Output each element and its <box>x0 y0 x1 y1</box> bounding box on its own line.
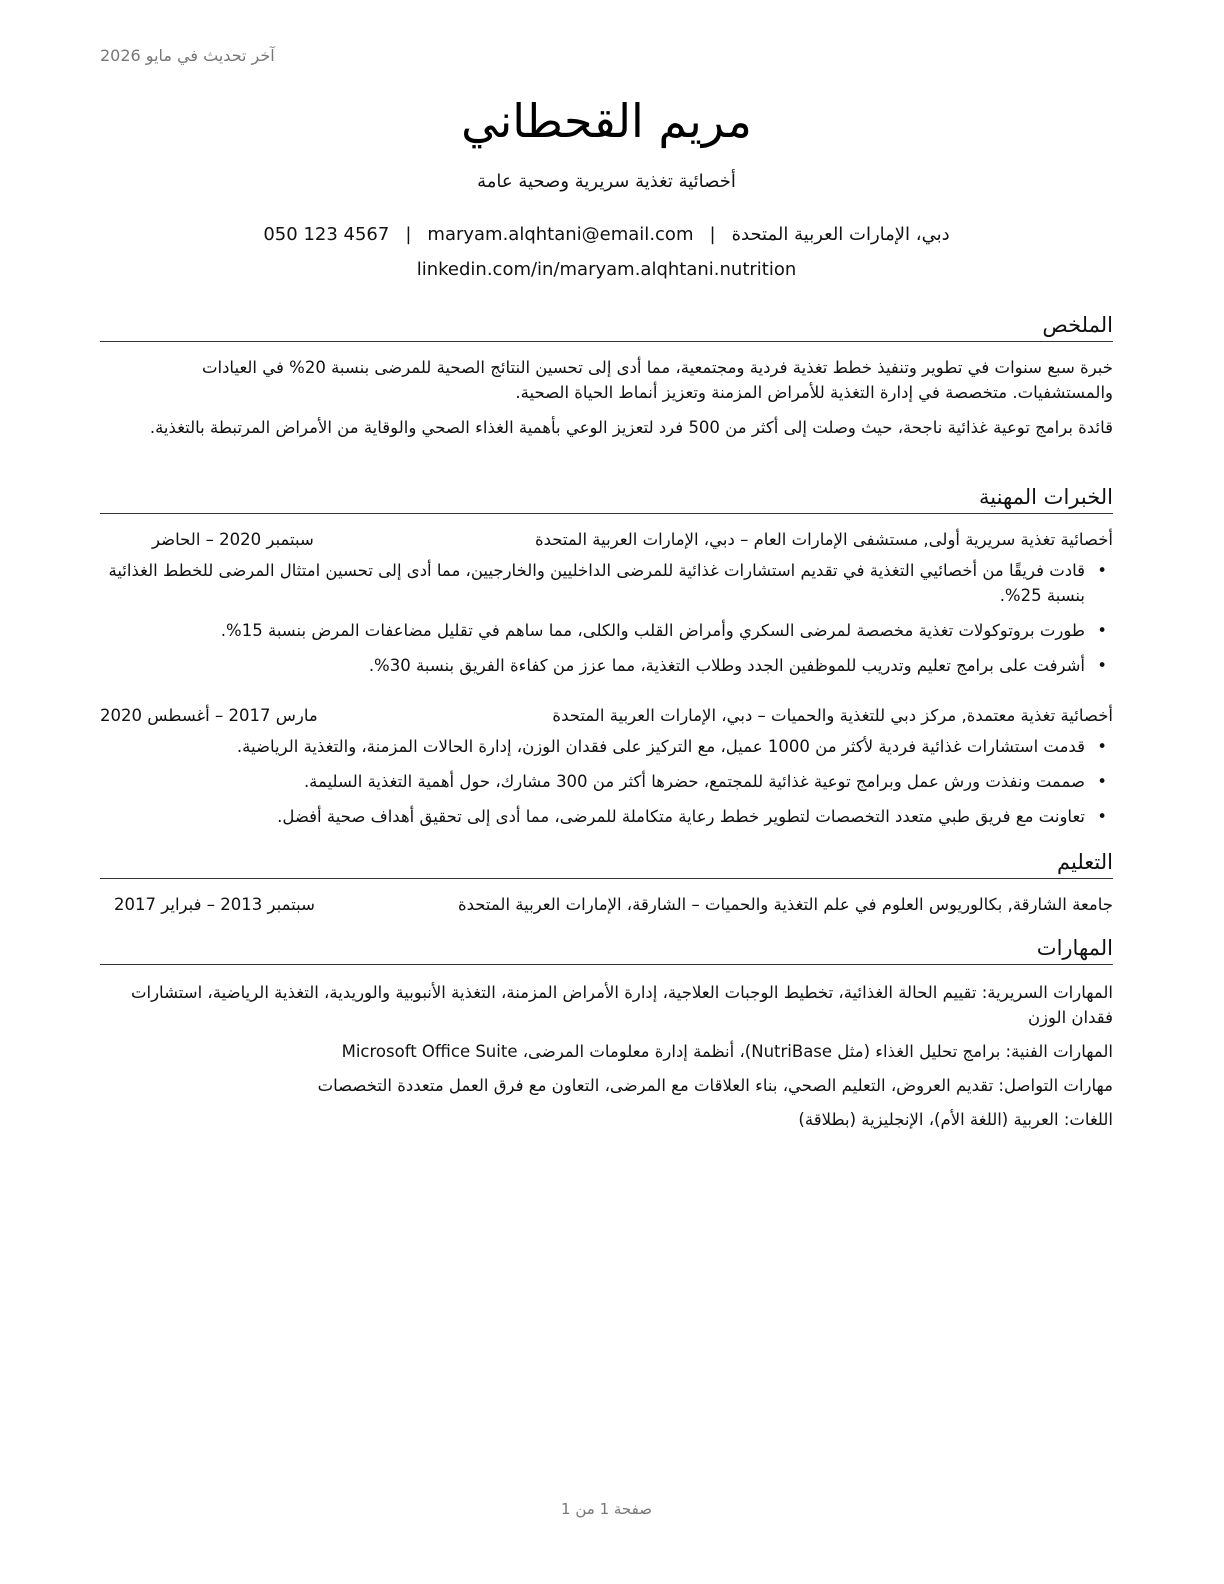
education-heading: التعليم <box>100 847 1113 879</box>
contact-phone: 050 123 4567 <box>263 224 390 245</box>
resume-page <box>100 0 1113 1584</box>
summary-paragraph-2: قائدة برامج توعية غذائية ناجحة، حيث وصلت إلى أكثر من 500 فرد لتعزيز الوعي بأهمية الغذاء الصحي والوقاية من الأمراض المرتبطة بالتغذية. <box>149 418 1113 437</box>
list-item: • طورت بروتوكولات تغذية مخصصة لمرضى السكري وأمراض القلب والكلى، مما ساهم في تقليل مضاعفات المرض بنسبة 15%. <box>100 618 1095 643</box>
candidate-title: أخصائية تغذية سريرية وصحية عامة <box>477 171 736 192</box>
job-2-title: أخصائية تغذية معتمدة, مركز دبي للتغذية والحميات – دبي، الإمارات العربية المتحدة <box>552 706 1113 725</box>
education-dates: سبتمبر 2013 – فبراير 2017 <box>114 895 315 914</box>
page-number: صفحة 1 من 1 <box>561 1500 652 1518</box>
education-degree: جامعة الشارقة, بكالوريوس العلوم في علم التغذية والحميات – الشارقة، الإمارات العربية المتحدة <box>457 895 1113 914</box>
list-item: • قادت فريقًا من أخصائيي التغذية في تقديم استشارات غذائية للمرضى الداخليين والخارجيين، مما أدى إلى تحسين امتثال المرضى للخطط الغذائية بنسبة 25%. <box>100 558 1095 608</box>
skill-clinical: المهارات السريرية: تقييم الحالة الغذائية، تخطيط الوجبات العلاجية، إدارة الأمراض المزمنة، التغذية الأنبوبية والوريدية، التغذية الرياضية، استشارات فقدان الوزن <box>130 983 1113 1027</box>
contact-separator: | <box>405 224 412 245</box>
education-entry <box>100 891 1113 919</box>
summary-paragraph-1: خبرة سبع سنوات في تطوير وتنفيذ خطط تغذية فردية ومجتمعية، مما أدى إلى تحسين النتائج الصحية للمرضى بنسبة 20% في العيادات والمستشفيات. متخصصة في إدارة التغذية للأمراض المزمنة وتعزيز أنماط الحياة الصحية. <box>201 358 1113 402</box>
list-item: • أشرفت على برامج تعليم وتدريب للموظفين الجدد وطلاب التغذية، مما عزز من كفاءة الفريق بنسبة 30%. <box>100 653 1095 678</box>
candidate-name: مريم القحطاني <box>461 94 752 148</box>
job-2-header <box>100 702 1113 730</box>
job-2-bullets <box>100 734 1113 839</box>
job-1-bullets <box>100 558 1113 688</box>
list-item: • تعاونت مع فريق طبي متعدد التخصصات لتطوير خطط رعاية متكاملة للمرضى، مما أدى إلى تحقيق أهداف صحية أفضل. <box>100 804 1095 829</box>
last-updated-text: آخر تحديث في مايو 2026 <box>100 46 275 65</box>
skill-technical: المهارات الفنية: برامج تحليل الغذاء (مثل NutriBase)، أنظمة إدارة معلومات المرضى، Microsoft Office Suite <box>341 1042 1113 1061</box>
skill-languages: اللغات: العربية (اللغة الأم)، الإنجليزية (بطلاقة) <box>798 1110 1113 1129</box>
contact-email[interactable]: maryam.alqhtani@email.com <box>427 224 694 245</box>
skills-heading: المهارات <box>100 933 1113 965</box>
summary-heading: الملخص <box>100 310 1113 342</box>
job-1-title: أخصائية تغذية سريرية أولى, مستشفى الإمارات العام – دبي، الإمارات العربية المتحدة <box>534 530 1113 549</box>
contact-linkedin[interactable]: linkedin.com/in/maryam.alqhtani.nutrition <box>416 259 797 280</box>
list-item: • قدمت استشارات غذائية فردية لأكثر من 1000 عميل، مع التركيز على فقدان الوزن، إدارة الحالات المزمنة، والتغذية الرياضية. <box>100 734 1095 759</box>
list-item: • صممت ونفذت ورش عمل وبرامج توعية غذائية للمجتمع، حضرها أكثر من 300 مشارك، حول أهمية التغذية السليمة. <box>100 769 1095 794</box>
job-1-dates: سبتمبر 2020 – الحاضر <box>152 530 314 549</box>
job-1-header <box>100 526 1113 554</box>
skill-communication: مهارات التواصل: تقديم العروض، التعليم الصحي، بناء العلاقات مع المرضى، التعاون مع فرق العمل متعددة التخصصات <box>317 1076 1113 1095</box>
contact-location: دبي، الإمارات العربية المتحدة <box>731 224 950 245</box>
experience-heading: الخبرات المهنية <box>100 482 1113 514</box>
last-updated-note <box>100 46 1113 65</box>
contact-separator: | <box>709 224 716 245</box>
contact-line <box>100 221 1113 249</box>
job-2-dates: مارس 2017 – أغسطس 2020 <box>100 706 318 725</box>
